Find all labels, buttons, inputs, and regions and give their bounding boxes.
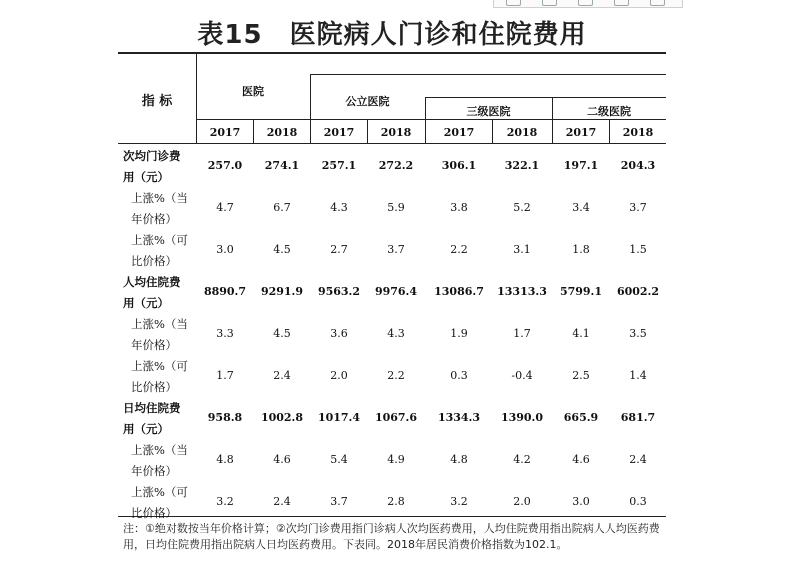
table-cell: 1.7 — [216, 369, 234, 382]
table-cell: 5.9 — [387, 201, 405, 214]
row-label-line: 用（元） — [123, 296, 169, 310]
table-cell: 665.9 — [563, 411, 599, 424]
page-title: 表15 医院病人门诊和住院费用 — [197, 20, 587, 50]
indicator-header: 指 标 — [141, 94, 173, 109]
row-label-line: 年价格） — [131, 212, 177, 226]
row-label — [123, 314, 188, 356]
toolbar-icon[interactable] — [650, 0, 665, 6]
table-cell: 3.3 — [216, 327, 234, 340]
table-cell: 2.4 — [629, 453, 647, 466]
table-cell: 1334.3 — [437, 411, 481, 424]
table-cell: 3.0 — [572, 495, 590, 508]
public-hospital-header: 公立医院 — [345, 95, 390, 108]
table-cell: 3.1 — [513, 243, 531, 256]
row-label-line: 比价格） — [131, 506, 177, 520]
table-cell: 8890.7 — [203, 285, 247, 298]
table-cell: 322.1 — [504, 159, 540, 172]
table-cell: 9291.9 — [260, 285, 304, 298]
row-label — [123, 440, 188, 482]
row-label-line: 比价格） — [131, 380, 177, 394]
table-cell: 2.2 — [450, 243, 468, 256]
row-label-line: 次均门诊费 — [123, 149, 181, 163]
table-cell: 1.8 — [572, 243, 590, 256]
table-cell: 1.7 — [513, 327, 531, 340]
table-cell: 0.3 — [629, 495, 647, 508]
table-cell: 1.5 — [629, 243, 647, 256]
table-cell: 4.6 — [273, 453, 291, 466]
table-cell: 4.3 — [330, 201, 348, 214]
table-top-rule — [118, 52, 666, 54]
row-label — [123, 230, 188, 272]
header-rule-public — [310, 74, 666, 75]
table-cell: 2.0 — [330, 369, 348, 382]
row-label-line: 上涨%（可 — [131, 233, 188, 247]
table-cell: 2.7 — [330, 243, 348, 256]
table-cell: 4.8 — [450, 453, 468, 466]
table-cell: 5.4 — [330, 453, 348, 466]
table-cell: 9976.4 — [374, 285, 418, 298]
row-label-line: 用（元） — [123, 422, 169, 436]
row-label-line: 日均住院费 — [123, 401, 181, 415]
table-cell: 3.0 — [216, 243, 234, 256]
year-header: 2018 — [266, 126, 298, 139]
row-label-line: 人均住院费 — [123, 275, 181, 289]
year-header: 2017 — [323, 126, 355, 139]
toolbar-icon[interactable] — [578, 0, 593, 6]
table-cell: 3.2 — [216, 495, 234, 508]
year-header: 2018 — [380, 126, 412, 139]
year-header: 2018 — [622, 126, 654, 139]
table-cell: 4.2 — [513, 453, 531, 466]
table-cell: 3.6 — [330, 327, 348, 340]
table-cell: 13313.3 — [497, 285, 547, 298]
year-header: 2017 — [565, 126, 597, 139]
table-cell: 5799.1 — [559, 285, 603, 298]
table-cell: 2.2 — [387, 369, 405, 382]
table-cell: 1.9 — [450, 327, 468, 340]
year-header: 2017 — [209, 126, 241, 139]
table-cell: 306.1 — [441, 159, 477, 172]
toolbar-fragment — [493, 0, 683, 8]
table-cell: 4.9 — [387, 453, 405, 466]
table-cell: 0.3 — [450, 369, 468, 382]
table-note: 注：①绝对数按当年价格计算；②次均门诊费用指门诊病人次均医药费用，人均住院费用指出院病人人均医药费用，日均住院费用指出院病人日均医药费用。下表同。2018年居民消费价格指数为102.1。 — [123, 522, 660, 551]
table-cell: 4.8 — [216, 453, 234, 466]
row-label — [123, 272, 181, 314]
row-label-line: 比价格） — [131, 254, 177, 268]
table-cell: 958.8 — [207, 411, 243, 424]
toolbar-icon[interactable] — [614, 0, 629, 6]
table-cell: 2.8 — [387, 495, 405, 508]
table-cell: 257.0 — [207, 159, 243, 172]
table-cell: 681.7 — [620, 411, 656, 424]
header-bottom-rule — [118, 143, 666, 144]
row-label-line: 上涨%（可 — [131, 485, 188, 499]
row-label-line: 上涨%（可 — [131, 359, 188, 373]
toolbar-icon[interactable] — [506, 0, 521, 6]
row-label-line: 用（元） — [123, 170, 169, 184]
hospital-header: 医院 — [242, 85, 264, 98]
table-cell: 1390.0 — [500, 411, 544, 424]
table-cell: 4.7 — [216, 201, 234, 214]
table-cell: 3.4 — [572, 201, 590, 214]
table-cell: 1002.8 — [260, 411, 304, 424]
table-cell: 5.2 — [513, 201, 531, 214]
row-label — [123, 188, 188, 230]
table-cell: 257.1 — [321, 159, 357, 172]
table-cell: 3.7 — [330, 495, 348, 508]
row-label — [123, 398, 181, 440]
table-cell: 4.1 — [572, 327, 590, 340]
table-bottom-rule — [118, 516, 666, 517]
tier3-hospital-header: 三级医院 — [466, 105, 511, 118]
table-cell: 6.7 — [273, 201, 291, 214]
table-cell: 3.7 — [387, 243, 405, 256]
table-cell: 6002.2 — [616, 285, 660, 298]
header-rule-years — [196, 119, 666, 120]
table-cell: 272.2 — [378, 159, 414, 172]
tier2-hospital-header: 二级医院 — [587, 105, 631, 118]
table-cell: 3.5 — [629, 327, 647, 340]
table-cell: 274.1 — [264, 159, 300, 172]
table-cell: 3.8 — [450, 201, 468, 214]
table-cell: 4.5 — [273, 327, 291, 340]
row-label-line: 年价格） — [131, 338, 177, 352]
table-cell: 2.4 — [273, 369, 291, 382]
table-cell: -0.4 — [511, 369, 533, 382]
table-cell: 197.1 — [563, 159, 599, 172]
row-label-line: 上涨%（当 — [131, 443, 188, 457]
table-cell: 9563.2 — [317, 285, 361, 298]
row-label — [123, 482, 188, 524]
table-cell: 2.0 — [513, 495, 531, 508]
row-label — [123, 146, 181, 188]
toolbar-icon[interactable] — [542, 0, 557, 6]
year-header: 2018 — [506, 126, 538, 139]
header-rule-tiers — [425, 97, 666, 98]
table-cell: 1.4 — [629, 369, 647, 382]
table-cell: 2.5 — [572, 369, 590, 382]
year-header: 2017 — [443, 126, 475, 139]
table-cell: 13086.7 — [434, 285, 484, 298]
row-label — [123, 356, 188, 398]
table-cell: 4.5 — [273, 243, 291, 256]
table-cell: 204.3 — [620, 159, 656, 172]
table-cell: 2.4 — [273, 495, 291, 508]
row-label-line: 上涨%（当 — [131, 317, 188, 331]
table-cell: 3.2 — [450, 495, 468, 508]
table-cell: 3.7 — [629, 201, 647, 214]
row-label-line: 年价格） — [131, 464, 177, 478]
table-cell: 1067.6 — [374, 411, 418, 424]
table-cell: 4.3 — [387, 327, 405, 340]
table-cell: 4.6 — [572, 453, 590, 466]
table-cell: 1017.4 — [317, 411, 361, 424]
row-label-line: 上涨%（当 — [131, 191, 188, 205]
